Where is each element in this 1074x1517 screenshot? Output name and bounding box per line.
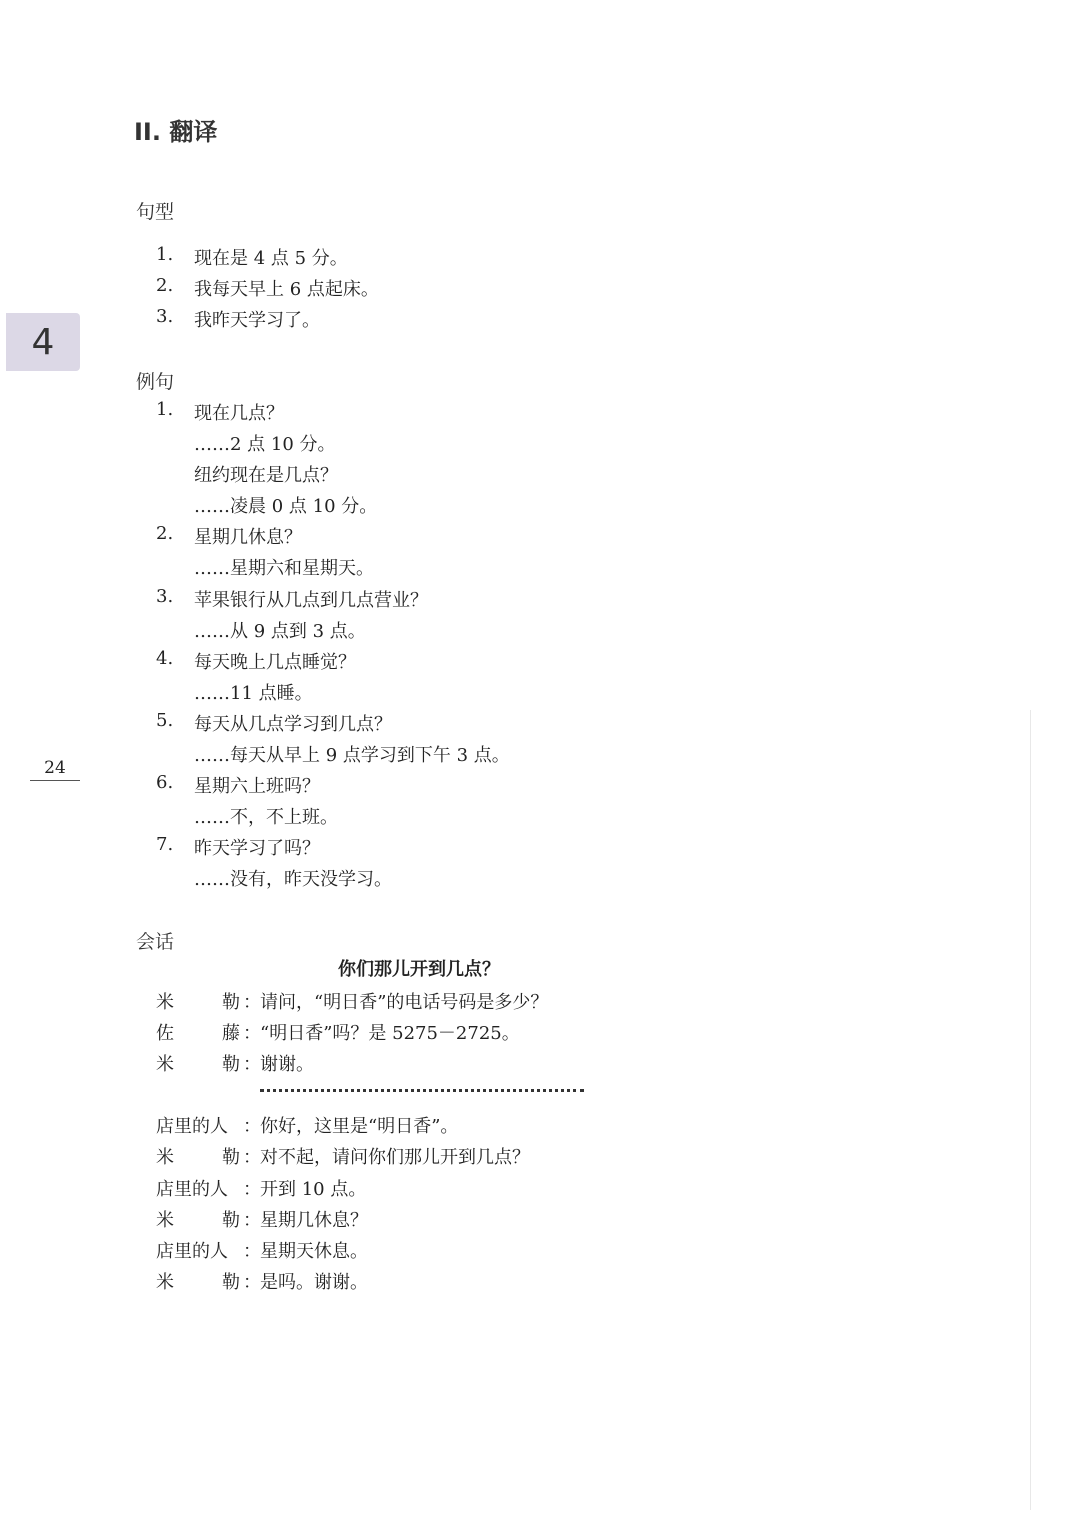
speaker-colon: ： xyxy=(243,1210,261,1231)
speaker-char: 勒 xyxy=(222,1210,240,1231)
speaker-name: 店里的人 xyxy=(156,1116,228,1137)
dialogue-line: 是吗。谢谢。 xyxy=(260,1272,368,1293)
conversation-title: 你们那儿开到几点？ xyxy=(338,959,500,980)
speaker xyxy=(156,1112,240,1138)
speaker-name: 店里的人 xyxy=(156,1179,228,1200)
speaker-char: 米 xyxy=(156,1272,174,1293)
pattern-number: 3. xyxy=(156,306,174,327)
speaker xyxy=(156,1237,240,1263)
chapter-tab-number: 4 xyxy=(31,321,55,363)
speaker-char: 米 xyxy=(156,1147,174,1168)
speaker-char: 勒 xyxy=(222,992,240,1013)
speaker-name: 店里的人 xyxy=(156,1241,228,1262)
dialogue-line: “明日香”吗？是 5275－2725。 xyxy=(260,1023,520,1044)
speaker-char: 米 xyxy=(156,1210,174,1231)
example-question: 苹果银行从几点到几点营业？ xyxy=(194,590,428,611)
speaker-char: 勒 xyxy=(222,1147,240,1168)
speaker xyxy=(156,1050,240,1076)
page-number: 24 xyxy=(30,758,80,781)
dotted-divider xyxy=(260,1089,584,1092)
speaker-colon: ： xyxy=(243,1179,261,1200)
pattern-number: 1. xyxy=(156,244,174,265)
speaker xyxy=(156,1143,240,1169)
example-question: 星期六上班吗？ xyxy=(194,776,320,797)
speaker-colon: ： xyxy=(243,1023,261,1044)
example-number: 6. xyxy=(156,772,174,793)
speaker-colon: ： xyxy=(243,1054,261,1075)
speaker-char: 米 xyxy=(156,992,174,1013)
speaker-colon: ： xyxy=(243,1241,261,1262)
example-question: 每天从几点学习到几点？ xyxy=(194,714,392,735)
example-number: 1. xyxy=(156,399,174,420)
page-edge-line xyxy=(1030,710,1031,1510)
speaker-char: 佐 xyxy=(156,1023,174,1044)
section-title: II. 翻译 xyxy=(134,118,218,146)
conversation-heading: 会话 xyxy=(136,931,175,953)
speaker-char: 勒 xyxy=(222,1272,240,1293)
example-question: 纽约现在是几点？ xyxy=(194,465,338,486)
example-answer: ……每天从早上 9 点学习到下午 3 点。 xyxy=(194,745,510,766)
speaker xyxy=(156,1019,240,1045)
speaker-char: 藤 xyxy=(222,1023,240,1044)
example-question: 每天晚上几点睡觉？ xyxy=(194,652,356,673)
dialogue-line: 星期天休息。 xyxy=(260,1241,368,1262)
speaker-colon: ： xyxy=(243,1272,261,1293)
example-question: 昨天学习了吗？ xyxy=(194,838,320,859)
speaker-colon: ： xyxy=(243,1147,261,1168)
dialogue-line: 谢谢。 xyxy=(260,1054,314,1075)
example-number: 7. xyxy=(156,834,174,855)
chapter-tab xyxy=(6,313,80,371)
speaker xyxy=(156,1206,240,1232)
dialogue-line: 请问，“明日香”的电话号码是多少？ xyxy=(260,992,549,1013)
pattern-number: 2. xyxy=(156,275,174,296)
example-answer: ……从 9 点到 3 点。 xyxy=(194,621,366,642)
example-number: 4. xyxy=(156,648,174,669)
speaker-colon: ： xyxy=(243,992,261,1013)
dialogue-line: 对不起，请问你们那儿开到几点？ xyxy=(260,1147,530,1168)
example-answer: ……凌晨 0 点 10 分。 xyxy=(194,496,378,517)
examples-heading: 例句 xyxy=(136,371,175,393)
example-number: 2. xyxy=(156,523,174,544)
example-number: 3. xyxy=(156,586,174,607)
sentence-patterns-heading: 句型 xyxy=(136,201,175,223)
pattern-text: 我昨天学习了。 xyxy=(194,310,320,331)
example-number: 5. xyxy=(156,710,174,731)
example-answer: ……2 点 10 分。 xyxy=(194,434,336,455)
dialogue-line: 开到 10 点。 xyxy=(260,1179,367,1200)
speaker-char: 勒 xyxy=(222,1054,240,1075)
speaker xyxy=(156,988,240,1014)
example-answer: ……没有，昨天没学习。 xyxy=(194,869,392,890)
example-answer: ……星期六和星期天。 xyxy=(194,558,374,579)
dialogue-line: 星期几休息？ xyxy=(260,1210,368,1231)
speaker xyxy=(156,1268,240,1294)
example-answer: ……11 点睡。 xyxy=(194,683,313,704)
example-question: 现在几点？ xyxy=(194,403,284,424)
speaker xyxy=(156,1175,240,1201)
speaker-colon: ： xyxy=(243,1116,261,1137)
pattern-text: 现在是 4 点 5 分。 xyxy=(194,248,348,269)
example-question: 星期几休息？ xyxy=(194,527,302,548)
speaker-char: 米 xyxy=(156,1054,174,1075)
dialogue-line: 你好，这里是“明日香”。 xyxy=(260,1116,459,1137)
pattern-text: 我每天早上 6 点起床。 xyxy=(194,279,379,300)
example-answer: ……不，不上班。 xyxy=(194,807,338,828)
